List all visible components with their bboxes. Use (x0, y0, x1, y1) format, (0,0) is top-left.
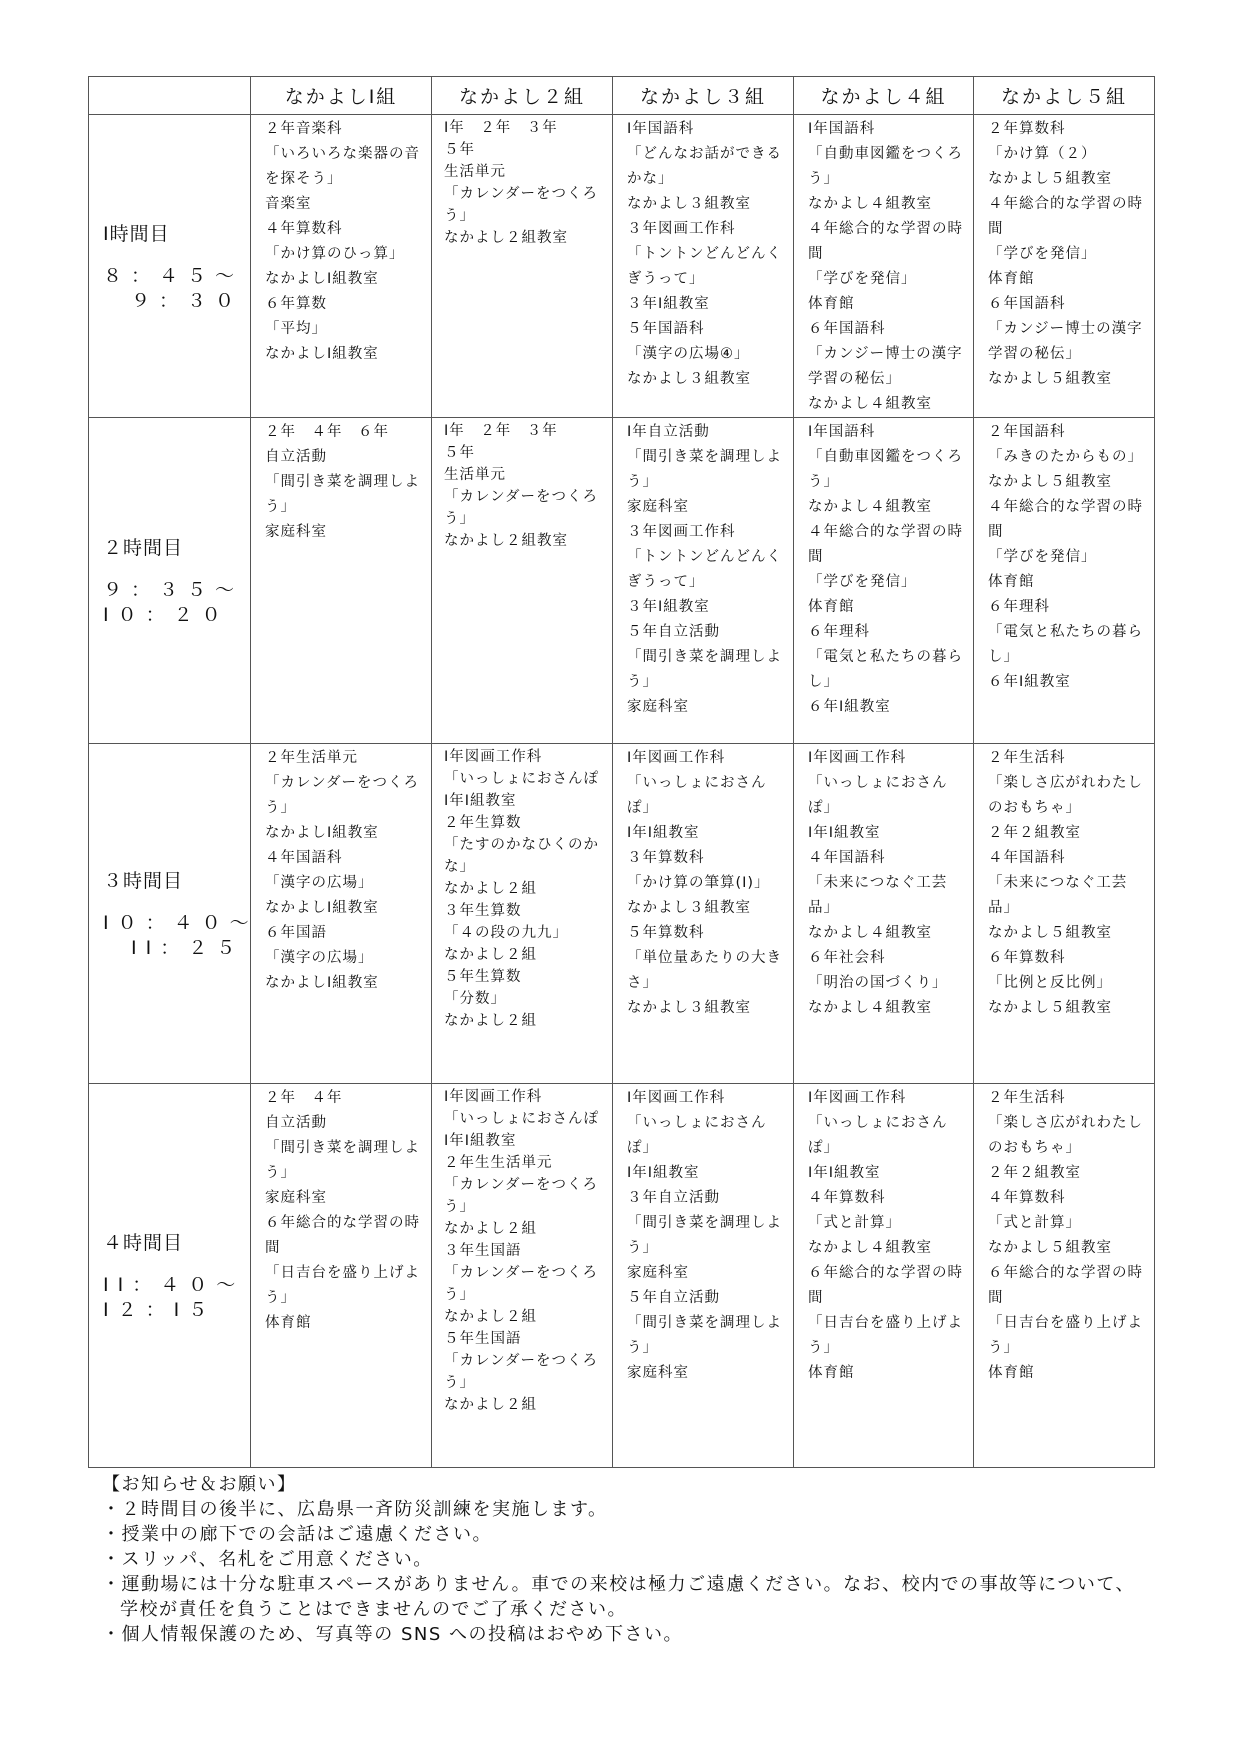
period-row (89, 1084, 1155, 1468)
class-header-3: なかよし３組 (613, 77, 794, 115)
cell-line: ４年国語科 (988, 850, 1066, 866)
cell-line: 家庭科室 (627, 1365, 689, 1381)
notice-item: ・授業中の廊下での会話はご遠慮ください。 (102, 1524, 492, 1545)
cell-line: 「カンジー博士の漢字学習の秘伝」 (988, 321, 1143, 362)
cell-line: ２年２組教室 (988, 825, 1081, 841)
schedule-cell (794, 115, 974, 418)
schedule-cell (974, 418, 1155, 744)
cell-line: なかよしⅠ組教室 (265, 825, 379, 841)
cell-line: ４年総合的な学習の時間 (988, 196, 1143, 237)
cell-line: Ⅰ年自立活動 (627, 424, 710, 440)
cell-line: 「カレンダーをつくろう」 (444, 1353, 599, 1391)
cell-line: 「かけ算の筆算(Ⅰ)」 (627, 875, 770, 891)
cell-line: 体育館 (988, 271, 1035, 287)
cell-line: なかよし５組教室 (988, 925, 1112, 941)
schedule-table (88, 76, 1155, 1468)
cell-line: ４年算数科 (808, 1190, 886, 1206)
period-cell (89, 418, 251, 744)
schedule-cell (432, 1084, 613, 1468)
cell-line: なかよし４組教室 (808, 1240, 932, 1256)
cell-line: ３年生算数 (444, 903, 522, 919)
notices (102, 1472, 1154, 1647)
cell-line: ４年国語科 (808, 850, 886, 866)
cell-line: 「日吉台を盛り上げよう」 (265, 1265, 420, 1306)
cell-line: 体育館 (808, 296, 855, 312)
cell-line: 「間引き菜を調理しよう」 (627, 649, 782, 690)
schedule-cell (613, 744, 794, 1084)
cell-line: ２年生活単元 (265, 750, 358, 766)
cell-line: ５年生算数 (444, 969, 522, 985)
cell-line: ６年国語 (265, 925, 327, 941)
cell-line: Ⅰ年国語科 (627, 121, 695, 137)
notice-item: ・スリッパ、名札をご用意ください。 (102, 1549, 433, 1570)
period-cell (89, 1084, 251, 1468)
cell-line: Ⅰ年図画工作科 (444, 1089, 543, 1105)
cell-line: ３年算数科 (627, 850, 705, 866)
cell-line: なかよし５組教室 (988, 474, 1112, 490)
cell-line: Ⅰ年図画工作科 (627, 1090, 726, 1106)
cell-line: 「式と計算」 (808, 1215, 901, 1231)
period-label: ３時間目 (103, 870, 184, 892)
schedule-cell (974, 1084, 1155, 1468)
class-header-5: なかよし５組 (974, 77, 1155, 115)
cell-line: ２年音楽科 (265, 121, 343, 137)
cell-line: 「漢字の広場④」 (627, 346, 750, 362)
cell-line: ３年生国語 (444, 1243, 522, 1259)
cell-line: なかよし２組 (444, 1221, 537, 1237)
cell-line: ４年算数科 (265, 221, 343, 237)
cell-line: 「式と計算」 (988, 1215, 1081, 1231)
cell-line: ６年算数 (265, 296, 327, 312)
cell-line: 「楽しさ広がれわたしのおもちゃ」 (988, 1115, 1143, 1156)
cell-line: 「いっしょにおさんぽ (444, 771, 599, 787)
cell-line: Ⅰ年Ⅰ組教室 (444, 793, 517, 809)
cell-line: ３年図画工作科 (627, 524, 736, 540)
schedule-cell (432, 115, 613, 418)
class-header-4: なかよし４組 (794, 77, 974, 115)
cell-line: 「たすのかなひくのかな」 (444, 837, 599, 875)
cell-line: 「間引き菜を調理しよう」 (627, 1215, 782, 1256)
cell-line: 体育館 (808, 599, 855, 615)
cell-line: ６年総合的な学習の時間 (808, 1265, 963, 1306)
cell-line: Ⅰ年図画工作科 (627, 750, 726, 766)
schedule-cell (974, 115, 1155, 418)
cell-line: 「いっしょにおさんぽ」 (808, 775, 948, 816)
schedule-cell (432, 418, 613, 744)
cell-line: 生活単元 (444, 164, 506, 180)
cell-line: 生活単元 (444, 467, 506, 483)
cell-line: ２年生算数 (444, 815, 522, 831)
cell-line: 「間引き菜を調理しよう」 (627, 449, 782, 490)
cell-line: ５年国語科 (627, 321, 705, 337)
cell-line: 「カレンダーをつくろう」 (444, 1265, 599, 1303)
cell-line: ３年図画工作科 (627, 221, 736, 237)
cell-line: 家庭科室 (627, 699, 689, 715)
cell-line: なかよし５組教室 (988, 1240, 1112, 1256)
cell-line: 「比例と反比例」 (988, 975, 1112, 991)
cell-line: 「漢字の広場」 (265, 950, 374, 966)
schedule-cell (251, 1084, 432, 1468)
cell-line: 自立活動 (265, 1115, 327, 1131)
cell-line: 「学びを発信」 (808, 574, 917, 590)
cell-line: なかよし２組 (444, 1013, 537, 1029)
cell-line: ６年Ⅰ組教室 (988, 674, 1071, 690)
cell-line: 「学びを発信」 (808, 271, 917, 287)
cell-line: 「４の段の九九」 (444, 925, 568, 941)
cell-line: ５年生国語 (444, 1331, 522, 1347)
schedule-cell (974, 744, 1155, 1084)
cell-line: 「トントンどんどんくぎうって」 (627, 246, 782, 287)
cell-line: なかよし２組 (444, 1309, 537, 1325)
cell-line: なかよし４組教室 (808, 1000, 932, 1016)
cell-line: 「間引き菜を調理しよう」 (265, 474, 420, 515)
cell-line: 「間引き菜を調理しよう」 (265, 1140, 420, 1181)
cell-line: 「間引き菜を調理しよう」 (627, 1315, 782, 1356)
cell-line: 「カンジー博士の漢字学習の秘伝」 (808, 346, 963, 387)
cell-line: なかよし５組教室 (988, 171, 1112, 187)
notice-item: ・個人情報保護のため、写真等の SNS への投稿はおやめ下さい。 (102, 1624, 684, 1645)
cell-line: ３年Ⅰ組教室 (627, 599, 710, 615)
cell-line: ４年総合的な学習の時間 (808, 524, 963, 565)
header-row (89, 77, 1155, 115)
cell-line: 「単位量あたりの大きさ」 (627, 950, 782, 991)
cell-line: 自立活動 (265, 449, 327, 465)
period-time: ８：４５～ ９：３０ (103, 264, 244, 312)
cell-line: 「楽しさ広がれわたしのおもちゃ」 (988, 775, 1143, 816)
cell-line: なかよしⅠ組教室 (265, 975, 379, 991)
cell-line: ２年２組教室 (988, 1165, 1081, 1181)
cell-line: Ⅰ年図画工作科 (808, 750, 907, 766)
schedule-cell (794, 744, 974, 1084)
cell-line: 「平均」 (265, 321, 327, 337)
period-label: ４時間目 (103, 1232, 184, 1254)
cell-line: ４年国語科 (265, 850, 343, 866)
cell-line: ２年生活科 (988, 750, 1066, 766)
class-header-2: なかよし２組 (432, 77, 613, 115)
cell-line: 「電気と私たちの暮らし」 (808, 649, 963, 690)
cell-line: 「いっしょにおさんぽ」 (627, 775, 767, 816)
cell-line: 「かけ算のひっ算」 (265, 246, 405, 262)
cell-line: Ⅰ年図画工作科 (808, 1090, 907, 1106)
cell-line: 「漢字の広場」 (265, 875, 374, 891)
period-time: ⅠⅠ：４０～ Ⅰ２：Ⅰ５ (103, 1274, 245, 1321)
cell-line: 体育館 (808, 1365, 855, 1381)
cell-line: ６年理科 (988, 599, 1050, 615)
cell-line: ４年総合的な学習の時間 (808, 221, 963, 262)
period-row (89, 418, 1155, 744)
period-cell (89, 744, 258, 1084)
cell-line: なかよし２組教室 (444, 230, 568, 246)
cell-line: 「みきのたからもの」 (988, 449, 1143, 465)
cell-line: Ⅰ年Ⅰ組教室 (808, 825, 881, 841)
cell-line: Ⅰ年Ⅰ組教室 (627, 825, 700, 841)
cell-line: 「かけ算（２） (988, 146, 1097, 162)
cell-line: 家庭科室 (627, 1265, 689, 1281)
cell-line: なかよしⅠ組教室 (265, 271, 379, 287)
cell-line: 「日吉台を盛り上げよう」 (808, 1315, 963, 1356)
cell-line: なかよし５組教室 (988, 371, 1112, 387)
cell-line: ６年算数科 (988, 950, 1066, 966)
notice-item: ・２時間目の後半に、広島県一斉防災訓練を実施します。 (102, 1499, 608, 1520)
schedule-cell (794, 418, 974, 744)
schedule-sheet (88, 76, 1154, 1647)
cell-line: ４年算数科 (988, 1190, 1066, 1206)
period-label: Ⅰ時間目 (103, 222, 170, 245)
cell-line: ６年国語科 (988, 296, 1066, 312)
cell-line: ３年Ⅰ組教室 (627, 296, 710, 312)
cell-line: 家庭科室 (265, 1190, 327, 1206)
cell-line: 「どんなお話ができるかな」 (627, 146, 782, 187)
cell-line: Ⅰ年 ２年 ３年 (444, 120, 558, 136)
cell-line: ５年算数科 (627, 925, 705, 941)
cell-line: 「未来につなぐ工芸品」 (808, 875, 948, 916)
schedule-cell (251, 418, 432, 744)
cell-line: なかよし３組教室 (627, 196, 751, 212)
cell-line: Ⅰ年Ⅰ組教室 (627, 1165, 700, 1181)
cell-line: 家庭科室 (627, 499, 689, 515)
cell-line: 「いろいろな楽器の音を探そう」 (265, 146, 420, 187)
cell-line: 「自動車図鑑をつくろう」 (808, 146, 963, 187)
period-time: Ⅰ０：４０～ ⅠⅠ：２５ (103, 912, 258, 959)
cell-line: なかよし４組教室 (808, 196, 932, 212)
period-time: ９：３５～ Ⅰ０：２０ (103, 579, 244, 626)
cell-line: Ⅰ年図画工作科 (444, 749, 543, 765)
cell-line: 体育館 (265, 1315, 312, 1331)
cell-line: なかよしⅠ組教室 (265, 346, 379, 362)
cell-line: なかよし２組 (444, 947, 537, 963)
period-row (89, 744, 1155, 1084)
cell-line: ６年社会科 (808, 950, 886, 966)
cell-line: ２年 ４年 ６年 (265, 424, 389, 440)
cell-line: 「電気と私たちの暮らし」 (988, 624, 1143, 665)
schedule-cell (432, 744, 613, 1084)
cell-line: Ⅰ年国語科 (808, 121, 876, 137)
cell-line: 「いっしょにおさんぽ」 (808, 1115, 948, 1156)
cell-line: ５年 (444, 445, 475, 461)
cell-line: ６年国語科 (808, 321, 886, 337)
period-row (89, 115, 1155, 418)
cell-line: 「学びを発信」 (988, 549, 1097, 565)
cell-line: ６年理科 (808, 624, 870, 640)
cell-line: 音楽室 (265, 196, 312, 212)
cell-line: ２年生生活単元 (444, 1155, 553, 1171)
schedule-cell (251, 115, 432, 418)
corner-cell (89, 77, 251, 115)
cell-line: なかよし３組教室 (627, 371, 751, 387)
cell-line: ３年自立活動 (627, 1190, 720, 1206)
schedule-cell (251, 744, 432, 1084)
cell-line: なかよし５組教室 (988, 1000, 1112, 1016)
cell-line: ６年総合的な学習の時間 (265, 1215, 420, 1256)
cell-line: Ⅰ年 ２年 ３年 (444, 423, 558, 439)
cell-line: 家庭科室 (265, 524, 327, 540)
class-header-1: なかよしⅠ組 (251, 77, 432, 115)
period-cell (89, 115, 251, 418)
cell-line: なかよし３組教室 (627, 1000, 751, 1016)
cell-line: 「トントンどんどんくぎうって」 (627, 549, 782, 590)
notice-item: ・運動場には十分な駐車スペースがありません。車での来校は極力ご遠慮ください。なお、校内での事故等について、学校が責任を負うことはできませんのでご了承ください。 (102, 1574, 1135, 1620)
cell-line: 「カレンダーをつくろう」 (444, 489, 599, 527)
schedule-cell (613, 418, 794, 744)
cell-line: Ⅰ年国語科 (808, 424, 876, 440)
cell-line: なかよし２組教室 (444, 533, 568, 549)
cell-line: 「いっしょにおさんぽ」 (627, 1115, 767, 1156)
schedule-cell (794, 1084, 974, 1468)
cell-line: 「カレンダーをつくろう」 (444, 1177, 599, 1215)
cell-line: ４年総合的な学習の時間 (988, 499, 1143, 540)
cell-line: なかよし４組教室 (808, 925, 932, 941)
cell-line: なかよし４組教室 (808, 499, 932, 515)
cell-line: ５年 (444, 142, 475, 158)
schedule-cell (613, 1084, 794, 1468)
cell-line: Ⅰ年Ⅰ組教室 (808, 1165, 881, 1181)
cell-line: なかよし２組 (444, 1397, 537, 1413)
cell-line: なかよしⅠ組教室 (265, 900, 379, 916)
cell-line: ２年生活科 (988, 1090, 1066, 1106)
cell-line: 「カレンダーをつくろう」 (444, 186, 599, 224)
cell-line: 「学びを発信」 (988, 246, 1097, 262)
cell-line: ６年総合的な学習の時間 (988, 1265, 1143, 1306)
notices-title: 【お知らせ＆お願い】 (102, 1474, 297, 1495)
cell-line: 「自動車図鑑をつくろう」 (808, 449, 963, 490)
cell-line: 体育館 (988, 574, 1035, 590)
cell-line: なかよし４組教室 (808, 396, 932, 412)
period-label: ２時間目 (103, 537, 184, 559)
cell-line: 「明治の国づくり」 (808, 975, 948, 991)
cell-line: ５年自立活動 (627, 624, 720, 640)
cell-line: 「未来につなぐ工芸品」 (988, 875, 1128, 916)
cell-line: 「日吉台を盛り上げよう」 (988, 1315, 1143, 1356)
cell-line: ５年自立活動 (627, 1290, 720, 1306)
cell-line: なかよし２組 (444, 881, 537, 897)
cell-line: ６年Ⅰ組教室 (808, 699, 891, 715)
schedule-cell (613, 115, 794, 418)
cell-line: ２年国語科 (988, 424, 1066, 440)
cell-line: ２年 ４年 (265, 1090, 343, 1106)
cell-line: Ⅰ年Ⅰ組教室 (444, 1133, 517, 1149)
cell-line: 「いっしょにおさんぽ (444, 1111, 599, 1127)
cell-line: ２年算数科 (988, 121, 1066, 137)
cell-line: 体育館 (988, 1365, 1035, 1381)
cell-line: 「分数」 (444, 991, 506, 1007)
cell-line: なかよし３組教室 (627, 900, 751, 916)
cell-line: 「カレンダーをつくろう」 (265, 775, 420, 816)
